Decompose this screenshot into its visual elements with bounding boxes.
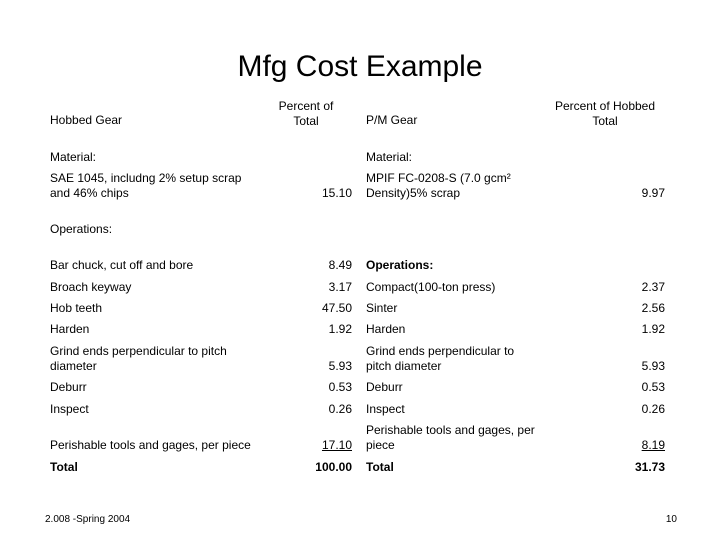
left-row-label: Harden <box>50 322 90 336</box>
right-total-value: 31.73 <box>634 460 665 474</box>
left-material-description <box>50 171 280 201</box>
right-operations-label: Operations: <box>366 258 434 272</box>
right-row-value: 2.37 <box>641 280 665 294</box>
right-material-description <box>366 171 566 201</box>
right-row-label <box>366 344 566 374</box>
left-operations-label: Operations: <box>50 222 113 236</box>
right-row-value: 0.53 <box>641 380 665 394</box>
right-row-label: Inspect <box>366 402 405 416</box>
left-row-label: Inspect <box>50 402 89 416</box>
right-row-label: Compact(100-ton press) <box>366 280 496 294</box>
hobbed-gear-header: Hobbed Gear <box>50 113 123 127</box>
right-row-value: 1.92 <box>641 322 665 336</box>
right-material-label: Material: <box>366 150 413 164</box>
left-material-line2: and 46% chips <box>50 186 129 200</box>
left-row-value: 1.92 <box>328 322 352 336</box>
left-row-value: 0.26 <box>328 402 352 416</box>
right-material-value: 9.97 <box>641 186 665 200</box>
left-material-line1: SAE 1045, includng 2% setup scrap <box>50 171 242 185</box>
page-number: 10 <box>665 514 677 525</box>
right-row-label: Deburr <box>366 380 403 394</box>
percent-of-hobbed-header <box>540 99 670 129</box>
left-row-value: 0.53 <box>328 380 352 394</box>
left-row-value: 47.50 <box>321 301 352 315</box>
pm-gear-header: P/M Gear <box>366 113 418 127</box>
right-material-line1: MPIF FC-0208-S (7.0 gcm² <box>366 171 511 185</box>
right-row-label-line2: pitch diameter <box>366 359 442 373</box>
left-total-label: Total <box>50 460 78 474</box>
left-row-label: Broach keyway <box>50 280 132 294</box>
left-material-label: Material: <box>50 150 97 164</box>
right-row-value: 5.93 <box>641 359 665 373</box>
percent-of-total-header <box>256 99 356 129</box>
left-row-value: 3.17 <box>328 280 352 294</box>
slide-title: Mfg Cost Example <box>237 50 483 83</box>
left-row-label: Perishable tools and gages, per piece <box>50 438 251 452</box>
right-row-label-line1: Perishable tools and gages, per <box>366 423 535 437</box>
left-row-label <box>50 344 280 374</box>
left-row-value: 8.49 <box>328 258 352 272</box>
left-material-value: 15.10 <box>321 186 352 200</box>
right-row-label: Harden <box>366 322 406 336</box>
left-row-label: Hob teeth <box>50 301 103 315</box>
right-row-label: Sinter <box>366 301 398 315</box>
left-row-label: Deburr <box>50 380 87 394</box>
right-material-line2: Density)5% scrap <box>366 186 461 200</box>
right-row-value: 0.26 <box>641 402 665 416</box>
left-row-value: 5.93 <box>328 359 352 373</box>
left-total-value: 100.00 <box>315 460 352 474</box>
left-row-label-line2: diameter <box>50 359 97 373</box>
percent-of-hobbed-header-line2: Total <box>592 114 618 128</box>
right-row-label <box>366 423 566 453</box>
right-row-label-line1: Grind ends perpendicular to <box>366 344 515 358</box>
footer-course: 2.008 -Spring 2004 <box>45 514 131 525</box>
right-total-label: Total <box>366 460 394 474</box>
percent-of-hobbed-header-line1: Percent of Hobbed <box>554 99 656 113</box>
percent-of-total-header-line2: Total <box>293 114 319 128</box>
left-row-label: Bar chuck, cut off and bore <box>50 258 194 272</box>
percent-of-total-header-line1: Percent of <box>278 99 334 113</box>
right-row-label-line2: piece <box>366 438 395 452</box>
left-row-label-line1: Grind ends perpendicular to pitch <box>50 344 227 358</box>
right-row-value: 2.56 <box>641 301 665 315</box>
right-row-value: 8.19 <box>641 438 665 452</box>
left-row-value: 17.10 <box>321 438 352 452</box>
